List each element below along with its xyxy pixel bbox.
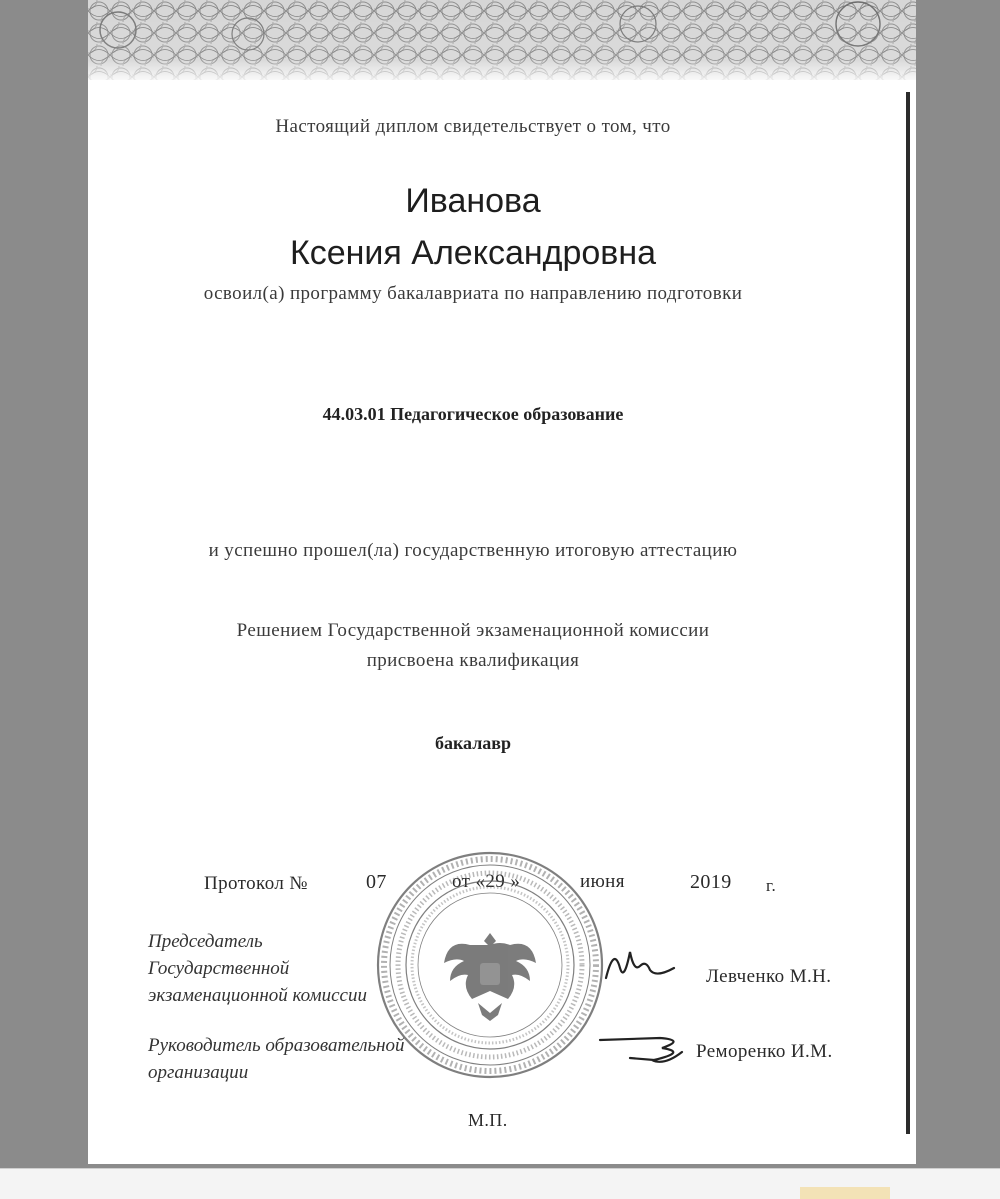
chair-signature [600, 938, 680, 988]
chair-title-line1: Председатель [148, 931, 263, 952]
head-name: Реморенко И.М. [696, 1041, 833, 1062]
head-title-line1: Руководитель образовательной [148, 1035, 405, 1056]
chair-name: Левченко М.Н. [706, 966, 832, 987]
graduate-given-names: Ксения Александровна [289, 234, 657, 272]
chair-title-line3: экзаменационной комиссии [148, 985, 367, 1006]
attestation-text: и успешно прошел(ла) государственную итоговую аттестацию [208, 540, 738, 561]
chair-title-line2: Государственной [148, 958, 290, 979]
protocol-number: 07 [366, 871, 387, 893]
protocol-date-year: 2019 [690, 871, 732, 893]
program-intro-text: освоил(а) программу бакалавриата по направлению подготовки [203, 283, 743, 304]
eagle-emblem-icon [444, 933, 536, 1021]
program-title: 44.03.01 Педагогическое образование [322, 404, 624, 424]
decision-text-line2: присвоена квалификация [366, 650, 580, 671]
guilloche-border [88, 0, 916, 80]
page-edge-shadow [906, 92, 910, 1134]
graduate-surname: Иванова [405, 182, 541, 220]
certifies-text: Настоящий диплом свидетельствует о том, что [275, 116, 671, 137]
qualification-value: бакалавр [434, 733, 512, 753]
protocol-date-month: июня [580, 871, 625, 892]
head-title-line2: организации [148, 1062, 249, 1083]
official-stamp [370, 845, 610, 1085]
head-signature [590, 1018, 700, 1068]
bottom-strip [0, 1168, 1000, 1199]
protocol-year-suffix: г. [766, 876, 777, 895]
protocol-label: Протокол № [204, 873, 308, 894]
protocol-date-day: от «29 » [452, 871, 521, 892]
decision-text-line1: Решением Государственной экзаменационной комиссии [236, 620, 710, 641]
seal-mark: М.П. [468, 1110, 508, 1130]
